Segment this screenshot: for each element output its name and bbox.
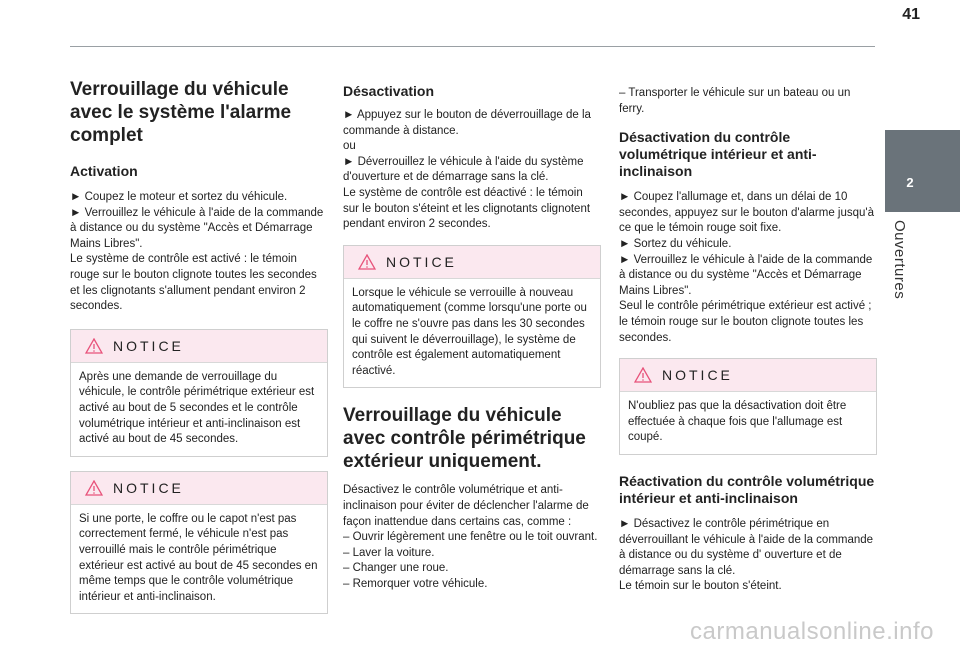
- notice-box: [619, 358, 877, 455]
- column-3: [619, 86, 877, 595]
- deactivation-steps: [343, 108, 601, 233]
- exterior-case: – Changer une roue.: [343, 562, 449, 575]
- deactivation-result: Le système de contrôle est déactivé : le témoin sur le bouton s'éteint et les clignotants clignotent pendant environ 2 secondes.: [343, 186, 591, 231]
- notice-header: [71, 472, 327, 505]
- notice-title: NOTICE: [113, 479, 184, 496]
- transport-case: – Transporter le véhicule sur un bateau ou un ferry.: [619, 87, 851, 115]
- exterior-intro: Désactivez le contrôle volumétrique et anti-inclinaison pour éviter de déclencher l'alarme de façon inattendue dans certains cas, comme :: [343, 484, 589, 528]
- notice-body: [71, 363, 327, 456]
- activation-step: ► Coupez le moteur et sortez du véhicule.: [70, 191, 288, 203]
- deactivate-volumetric-steps: [619, 190, 877, 346]
- notice-box: [70, 329, 328, 457]
- watermark: carmanualsonline.info: [690, 618, 934, 645]
- warning-triangle-icon: [634, 367, 652, 383]
- section-title-alarm-complete: Verrouillage du véhicule avec le système l'alarme complet: [70, 79, 292, 146]
- chapter-tab-number: 2: [906, 175, 914, 190]
- deactivation-step: ► Appuyez sur le bouton de déverrouillage de la commande à distance.: [343, 109, 591, 137]
- deactivate-volumetric-step: ► Sortez du véhicule.: [619, 237, 732, 250]
- exterior-case: – Remorquer votre véhicule.: [343, 577, 488, 590]
- heading-deactivate-volumetric: Désactivation du contrôle volumétrique intérieur et anti-inclinaison: [619, 129, 817, 180]
- heading-activation: Activation: [70, 163, 138, 179]
- notice-title: NOTICE: [386, 253, 457, 270]
- notice-body: [71, 505, 327, 614]
- column-1: [70, 78, 328, 614]
- column-2: [343, 83, 601, 592]
- notice-header: [620, 359, 876, 392]
- deactivate-volumetric-step: ► Verrouillez le véhicule à l'aide de la commande à distance ou du système "Accès et Démarrage Mains Libres".: [619, 253, 873, 297]
- activation-result: Le système de contrôle est activé : le témoin rouge sur le bouton clignote toutes les secondes et les clignotants s'allument pendant environ 2 secondes.: [70, 253, 317, 313]
- warning-triangle-icon: [85, 480, 103, 496]
- notice-text: Si une porte, le coffre ou le capot n'est pas correctement fermé, le véhicule n'est pas verrouillé mais le contrôle périmétrique extérieur est activé au bout de 45 secondes en même temps que le contrôle volumétrique intérieur et anti-inclinaison.: [79, 512, 318, 603]
- notice-title: NOTICE: [113, 337, 184, 354]
- heading-deactivation: Désactivation: [343, 83, 435, 99]
- page-number: 41: [902, 6, 920, 23]
- deactivation-or: ou: [343, 140, 356, 153]
- top-divider: [70, 46, 875, 47]
- deactivate-volumetric-step: ► Coupez l'allumage et, dans un délai de 10 secondes, appuyez sur le bouton d'alarme jusqu'à ce que le témoin rouge soit fixe.: [619, 191, 874, 235]
- notice-header: [71, 330, 327, 363]
- warning-triangle-icon: [85, 338, 103, 354]
- notice-text: N'oubliez pas que la désactivation doit être effectuée à chaque fois que l'allumage est coupé.: [628, 400, 847, 444]
- heading-reactivate-volumetric: Réactivation du contrôle volumétrique intérieur et anti-inclinaison: [619, 472, 875, 506]
- notice-text: Lorsque le véhicule se verrouille à nouveau automatiquement (comme lorsqu'une porte ou le coffre ne s'ouvre pas dans les 30 secondes qui suivent le déverrouillage), le système de contrôle est également automatiquement réactivé.: [352, 286, 587, 377]
- activation-step: ► Verrouillez le véhicule à l'aide de la commande à distance ou du système "Accès et Démarrage Mains Libres".: [70, 206, 324, 250]
- section-title-exterior-only: Verrouillage du véhicule avec contrôle périmétrique extérieur uniquement.: [343, 405, 586, 473]
- notice-box: [70, 471, 328, 615]
- deactivate-volumetric-result: Seul le contrôle périmétrique extérieur est activé ; le témoin rouge sur le bouton clignote toutes les secondes.: [619, 300, 872, 344]
- chapter-tab[interactable]: [885, 130, 960, 212]
- reactivate-volumetric-steps: [619, 517, 877, 595]
- chapter-tab-label: Ouvertures: [891, 220, 908, 300]
- activation-steps: [70, 190, 328, 315]
- warning-triangle-icon: [358, 254, 376, 270]
- exterior-text: [343, 483, 601, 592]
- reactivate-volumetric-result: Le témoin sur le bouton s'éteint.: [619, 580, 782, 593]
- exterior-case: – Laver la voiture.: [343, 546, 435, 559]
- deactivation-step: ► Déverrouillez le véhicule à l'aide du système d'ouverture et de démarrage sans la clé.: [343, 155, 584, 184]
- exterior-case: – Ouvrir légèrement une fenêtre ou le toit ouvrant.: [343, 531, 598, 544]
- reactivate-volumetric-step: ► Désactivez le contrôle périmétrique en déverrouillant le véhicule à l'aide de la commande à distance ou du système d' ouverture et de démarrage sans la clé.: [619, 517, 874, 577]
- notice-body: [344, 279, 600, 388]
- notice-text: Après une demande de verrouillage du véhicule, le contrôle périmétrique extérieur est activé au bout de 5 secondes et le contrôle volumétrique intérieur et anti-inclinaison est activé au bout de 45 secondes.: [79, 370, 315, 446]
- notice-body: [620, 392, 876, 454]
- notice-box: [343, 245, 601, 389]
- notice-header: [344, 246, 600, 279]
- notice-title: NOTICE: [662, 367, 733, 384]
